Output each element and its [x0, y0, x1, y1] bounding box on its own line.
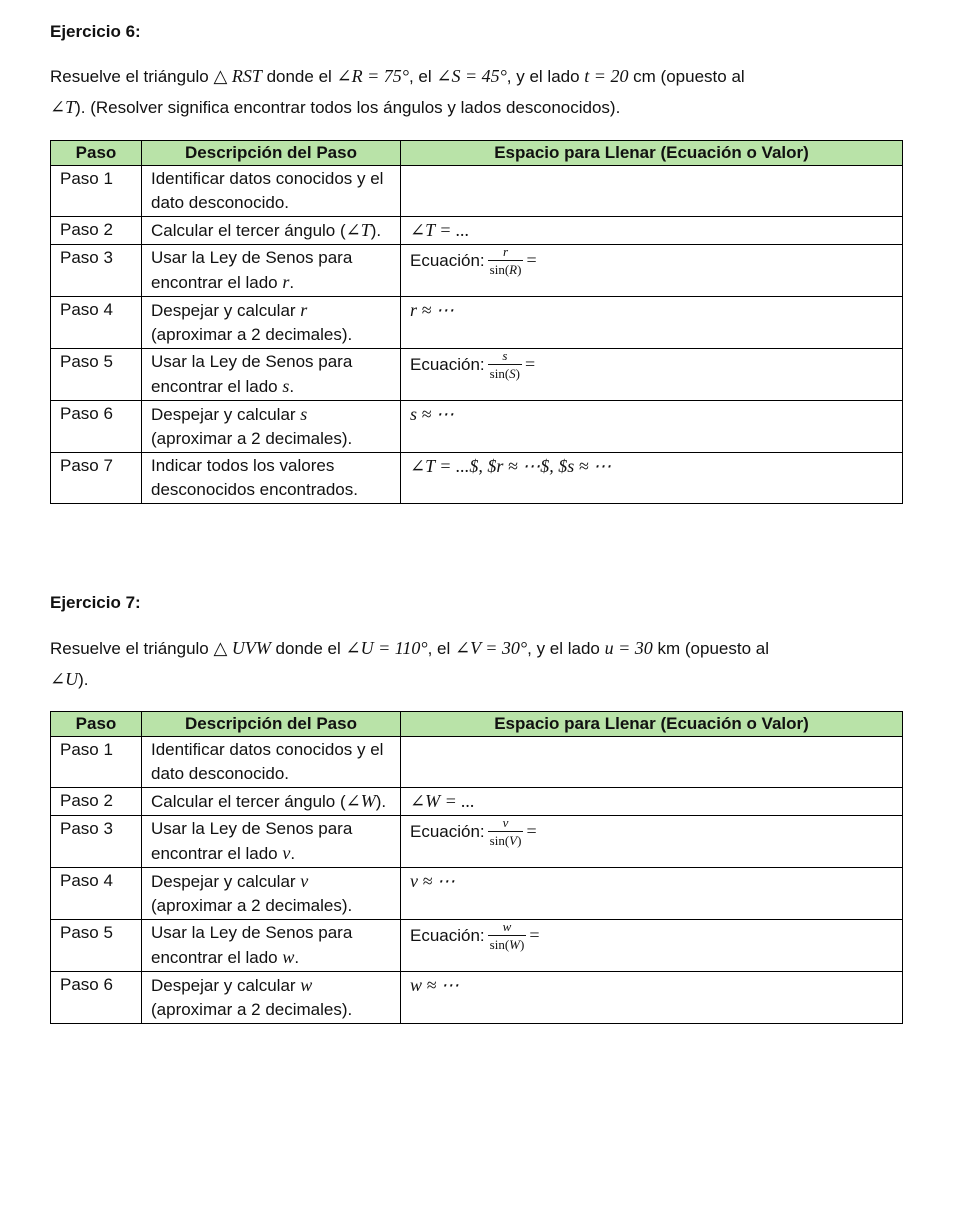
exercise-7-title: Ejercicio 7:	[50, 593, 141, 612]
description-text: Despejar y calcular	[151, 872, 301, 891]
triangle-name: △ UVW	[213, 638, 271, 658]
table-row	[51, 737, 903, 788]
law-of-sines-fraction	[488, 349, 522, 380]
step-description	[142, 788, 401, 816]
fraction-denominator	[488, 260, 524, 276]
description-variable: w	[282, 947, 295, 967]
fill-value: s ≈ ⋯	[410, 404, 454, 424]
fill-in-space[interactable]	[401, 166, 903, 217]
prompt-text: cm (opuesto al	[628, 67, 745, 86]
header-descripcion: Descripción del Paso	[142, 712, 401, 737]
fill-value: ∠T = ...$, $r ≈ ⋯$, $s ≈ ⋯	[410, 456, 612, 476]
exercise-6-prompt	[50, 61, 910, 123]
prompt-text: donde el	[270, 639, 346, 658]
header-paso: Paso	[51, 141, 142, 166]
law-of-sines-fraction	[488, 816, 524, 847]
prompt-text: Resuelve el triángulo	[50, 67, 214, 86]
step-label: Paso 2	[51, 788, 142, 816]
description-text: .	[290, 844, 296, 863]
description-variable: ∠T	[345, 220, 371, 240]
description-text: Identificar datos conocidos y el dato desconocido.	[151, 740, 384, 783]
fill-in-space[interactable]	[401, 737, 903, 788]
equation-label: Ecuación:	[410, 821, 485, 841]
equals-sign: =	[526, 820, 537, 841]
table-row	[51, 816, 903, 868]
step-label: Paso 4	[51, 868, 142, 920]
fill-in-space[interactable]	[401, 972, 903, 1024]
exercise-6-steps-table	[50, 140, 903, 504]
sin-angle: V	[509, 833, 518, 848]
description-text: .	[289, 273, 295, 292]
description-variable: r	[282, 272, 290, 292]
equals-sign: =	[525, 353, 536, 374]
step-description	[142, 349, 401, 401]
header-espacio: Espacio para Llenar (Ecuación o Valor)	[401, 712, 903, 737]
fraction-numerator: v	[502, 815, 509, 830]
description-text: Despejar y calcular	[151, 301, 301, 320]
fill-in-space[interactable]	[401, 217, 903, 245]
description-text: Usar la Ley de Senos para encontrar el lado	[151, 923, 353, 967]
step-description	[142, 972, 401, 1024]
step-label: Paso 3	[51, 816, 142, 868]
description-text: Indicar todos los valores desconocidos encontrados.	[151, 456, 358, 499]
fill-in-space[interactable]	[401, 349, 903, 401]
sin-function: sin(	[489, 262, 510, 277]
description-text: Calcular el tercer ángulo (	[151, 792, 346, 811]
prompt-text: , el	[408, 67, 437, 86]
prompt-text: Resuelve el triángulo	[50, 639, 214, 658]
equation-label: Ecuación:	[410, 925, 485, 945]
equation-label: Ecuación:	[410, 354, 485, 374]
step-label: Paso 1	[51, 737, 142, 788]
description-text: (aproximar a 2 decimales).	[151, 325, 353, 344]
table-row	[51, 920, 903, 972]
description-variable: s	[282, 376, 290, 396]
prompt-text: , el	[427, 639, 456, 658]
description-text: Despejar y calcular	[151, 405, 301, 424]
header-descripcion: Descripción del Paso	[142, 141, 401, 166]
prompt-text: , y el lado	[506, 67, 585, 86]
fill-in-space[interactable]	[401, 245, 903, 297]
angle-s-given: ∠S = 45°	[436, 66, 507, 86]
prompt-text: , y el lado	[527, 639, 605, 658]
fill-in-space[interactable]	[401, 816, 903, 868]
law-of-sines-fraction	[488, 920, 527, 951]
description-text: Calcular el tercer ángulo (	[151, 221, 346, 240]
fill-in-space[interactable]	[401, 453, 903, 504]
angle-u-ref: ∠U	[50, 669, 79, 689]
description-variable: ∠W	[345, 791, 376, 811]
step-description	[142, 401, 401, 453]
angle-u-given: ∠U = 110°	[345, 638, 428, 658]
fill-in-space[interactable]	[401, 297, 903, 349]
description-text: (aproximar a 2 decimales).	[151, 896, 353, 915]
step-label: Paso 6	[51, 972, 142, 1024]
table-row	[51, 401, 903, 453]
fraction-denominator	[488, 935, 527, 951]
table-row	[51, 972, 903, 1024]
table-row	[51, 297, 903, 349]
fraction-numerator: r	[503, 244, 509, 259]
step-description	[142, 166, 401, 217]
law-of-sines-fraction	[488, 245, 524, 276]
angle-t-ref: ∠T	[50, 97, 76, 117]
step-label: Paso 5	[51, 349, 142, 401]
description-text: Usar la Ley de Senos para encontrar el lado	[151, 248, 353, 292]
step-description	[142, 297, 401, 349]
step-label: Paso 4	[51, 297, 142, 349]
equals-sign: =	[529, 924, 540, 945]
sin-angle: W	[509, 937, 521, 952]
header-espacio: Espacio para Llenar (Ecuación o Valor)	[401, 141, 903, 166]
triangle-name: △ RST	[213, 66, 262, 86]
description-text: Identificar datos conocidos y el dato desconocido.	[151, 169, 384, 212]
table-row	[51, 453, 903, 504]
description-text: (aproximar a 2 decimales).	[151, 429, 353, 448]
description-text: Usar la Ley de Senos para encontrar el lado	[151, 352, 353, 396]
step-label: Paso 6	[51, 401, 142, 453]
prompt-text: ).	[78, 670, 89, 689]
step-description	[142, 868, 401, 920]
exercise-6-title: Ejercicio 6:	[50, 22, 141, 41]
description-text: .	[289, 377, 295, 396]
description-variable: r	[300, 300, 308, 320]
fill-value: v ≈ ⋯	[410, 871, 455, 891]
fill-value: w ≈ ⋯	[410, 975, 459, 995]
description-variable: v	[300, 871, 309, 891]
table-row	[51, 868, 903, 920]
table-row	[51, 245, 903, 297]
table-row	[51, 166, 903, 217]
fill-value: ∠W = ...	[410, 791, 475, 811]
side-t-given: t = 20	[584, 66, 629, 86]
description-text: Despejar y calcular	[151, 976, 301, 995]
fraction-denominator	[488, 364, 522, 380]
description-text: .	[294, 948, 300, 967]
fill-value: ∠T = ...	[410, 220, 470, 240]
description-text: ).	[370, 221, 382, 240]
fill-in-space[interactable]	[401, 788, 903, 816]
sin-function: sin(	[489, 937, 510, 952]
step-description	[142, 737, 401, 788]
angle-r-given: ∠R = 75°	[336, 66, 409, 86]
fill-value: r ≈ ⋯	[410, 300, 454, 320]
step-label: Paso 3	[51, 245, 142, 297]
step-description	[142, 920, 401, 972]
description-text: (aproximar a 2 decimales).	[151, 1000, 353, 1019]
fraction-denominator	[488, 831, 524, 847]
description-text: Usar la Ley de Senos para encontrar el lado	[151, 819, 353, 863]
step-label: Paso 7	[51, 453, 142, 504]
table-row	[51, 349, 903, 401]
equation-label: Ecuación:	[410, 250, 485, 270]
step-description	[142, 453, 401, 504]
step-label: Paso 2	[51, 217, 142, 245]
step-description	[142, 245, 401, 297]
side-u-given: u = 30	[604, 638, 653, 658]
sin-close: )	[520, 937, 525, 952]
prompt-text: donde el	[261, 67, 337, 86]
fraction-numerator: w	[502, 919, 512, 934]
fill-in-space[interactable]	[401, 401, 903, 453]
sin-close: )	[515, 366, 521, 381]
prompt-text: ). (Resolver significa encontrar todos los ángulos y lados desconocidos).	[75, 98, 621, 117]
prompt-text: km (opuesto al	[652, 639, 770, 658]
exercise-7-steps-table	[50, 711, 903, 1024]
sin-function: sin(	[489, 833, 510, 848]
sin-close: )	[517, 833, 522, 848]
header-paso: Paso	[51, 712, 142, 737]
exercise-7-prompt	[50, 633, 910, 695]
sin-angle: R	[509, 262, 518, 277]
angle-v-given: ∠V = 30°	[455, 638, 528, 658]
sin-close: )	[517, 262, 522, 277]
sin-function: sin(	[489, 366, 510, 381]
table-row	[51, 788, 903, 816]
description-variable: v	[282, 843, 291, 863]
step-label: Paso 5	[51, 920, 142, 972]
sin-angle: S	[509, 366, 516, 381]
fill-in-space[interactable]	[401, 920, 903, 972]
step-label: Paso 1	[51, 166, 142, 217]
fraction-numerator: s	[502, 348, 508, 363]
equals-sign: =	[526, 249, 537, 270]
description-variable: s	[300, 404, 308, 424]
step-description	[142, 816, 401, 868]
description-text: ).	[375, 792, 387, 811]
table-row	[51, 217, 903, 245]
description-variable: w	[300, 975, 313, 995]
fill-in-space[interactable]	[401, 868, 903, 920]
step-description	[142, 217, 401, 245]
